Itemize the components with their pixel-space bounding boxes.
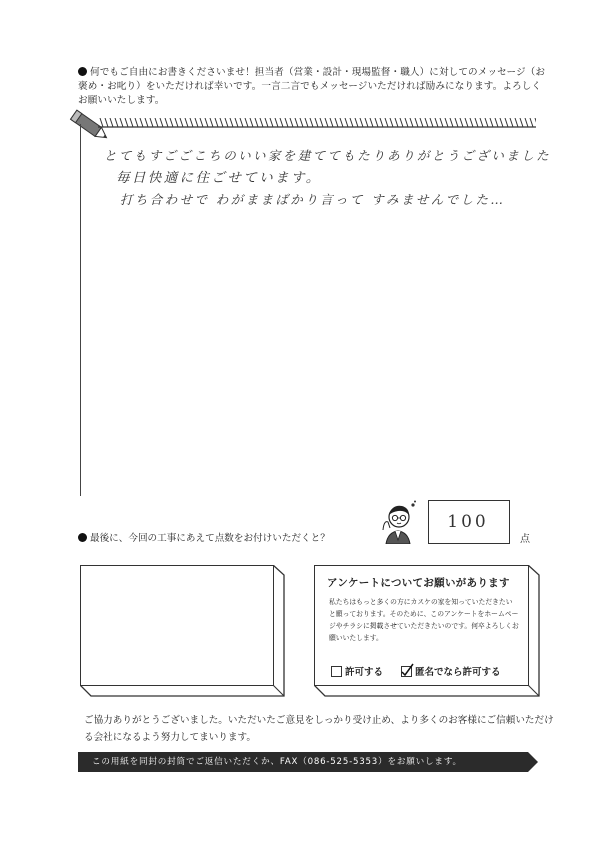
bullet-icon	[78, 533, 87, 542]
instructions-text: 何でもご自由にお書きくださいませ！担当者（営業・設計・現場監督・職人）に対してのメッセージ（お褒め・お叱り）をいただければ幸いです。一言二言でもメッセージいただければ励みになります。よろしくお願いいたします。	[78, 67, 546, 106]
writing-ruler	[98, 118, 536, 128]
thanks-text: ご協力ありがとうございました。いただいたご意見をしっかり受け止め、より多くのお客様にご信頼いただける会社になるよう努力してまいります。	[84, 715, 554, 743]
message-instructions	[78, 66, 548, 108]
check-mark-icon	[401, 663, 414, 676]
option-anonymous[interactable]: 匿名でなら許可する	[401, 664, 501, 678]
score-value: 100	[447, 512, 489, 532]
permit-checkbox[interactable]	[331, 666, 342, 677]
photo-area	[80, 565, 274, 686]
anonymous-checkbox[interactable]	[401, 666, 412, 677]
handwritten-line-3: 打ち合わせで わがままばかり言って すみませんでした…	[120, 192, 506, 207]
handwritten-line-2: 毎日快適に住ごせています。	[116, 170, 322, 186]
consent-title: アンケートについてお願いがあります	[327, 577, 510, 589]
score-unit: 点	[520, 534, 530, 545]
score-question: 最後に、今回の工事にあえて点数をお付けいただくと？	[78, 530, 330, 544]
handwritten-line-1: とてもすごごこちのいい家を建ててもたりありがとうございました	[104, 148, 552, 163]
margin-line	[80, 124, 81, 496]
bullet-icon	[78, 67, 87, 76]
consent-box	[314, 565, 529, 686]
staff-thinking-icon	[378, 500, 418, 544]
consent-body: 私たちはもっと多くの方にカスケの家を知っていただきたいと願っております。そのために、このアンケートをホームページやチラシに掲載させていただきたいのです。何卒よろしくお願いいたします。	[329, 598, 519, 642]
return-instructions: この用紙を同封の封筒でご返信いただくか、FAX（086-525-5353）をお願いします。	[92, 757, 462, 767]
option-permit[interactable]: 許可する	[331, 664, 383, 678]
